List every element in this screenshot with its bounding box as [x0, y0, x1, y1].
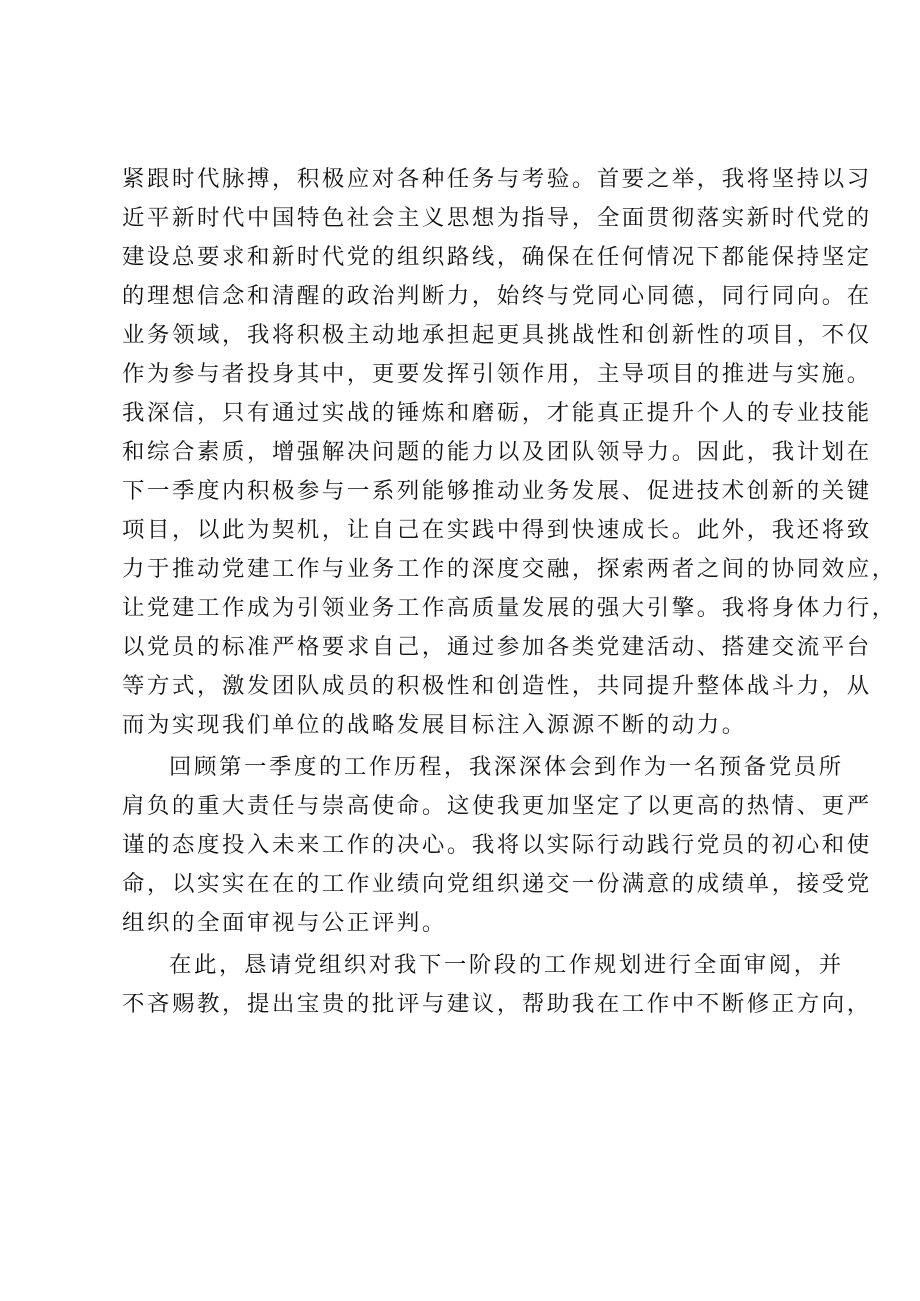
text-line: 不吝赐教，提出宝贵的批评与建议，帮助我在工作中不断修正方向，	[122, 991, 872, 1017]
text-line: 紧跟时代脉搏，积极应对各种任务与考验。首要之举，我将坚持以习	[122, 166, 872, 192]
text-line: 项目，以此为契机，让自己在实践中得到快速成长。此外，我还将致	[122, 517, 872, 543]
paragraph-3	[122, 946, 872, 1024]
text-line: 作为参与者投身其中，更要发挥引领作用，主导项目的推进与实施。	[122, 361, 872, 387]
text-line: 近平新时代中国特色社会主义思想为指导，全面贯彻落实新时代党的	[122, 205, 872, 231]
text-line: 而为实现我们单位的战略发展目标注入源源不断的动力。	[122, 712, 747, 738]
text-line: 业务领域，我将积极主动地承担起更具挑战性和创新性的项目，不仅	[122, 322, 872, 348]
text-line: 回顾第一季度的工作历程，我深深体会到作为一名预备党员所	[169, 754, 844, 780]
text-line: 下一季度内积极参与一系列能够推动业务发展、促进技术创新的关键	[122, 478, 872, 504]
text-line: 组织的全面审视与公正评判。	[122, 910, 447, 936]
text-line: 以党员的标准严格要求自己，通过参加各类党建活动、搭建交流平台	[122, 634, 872, 660]
text-line: 建设总要求和新时代党的组织路线，确保在任何情况下都能保持坚定	[122, 244, 872, 270]
document-body	[122, 160, 897, 1024]
text-line: 和综合素质，增强解决问题的能力以及团队领导力。因此，我计划在	[122, 439, 872, 465]
paragraph-2	[122, 748, 872, 943]
text-line: 我深信，只有通过实战的锤炼和磨砺，才能真正提升个人的专业技能	[122, 400, 872, 426]
text-line: 肩负的重大责任与崇高使命。这使我更加坚定了以更高的热情、更严	[122, 793, 872, 819]
text-line: 让党建工作成为引领业务工作高质量发展的强大引擎。我将身体力行，	[122, 595, 897, 621]
paragraph-1	[122, 160, 897, 745]
text-line: 的理想信念和清醒的政治判断力，始终与党同心同德，同行同向。在	[122, 283, 872, 309]
text-line: 等方式，激发团队成员的积极性和创造性，共同提升整体战斗力，从	[122, 673, 872, 699]
text-line: 谨的态度投入未来工作的决心。我将以实际行动践行党员的初心和使	[122, 832, 872, 858]
text-line: 命，以实实在在的工作业绩向党组织递交一份满意的成绩单，接受党	[122, 871, 872, 897]
text-line: 力于推动党建工作与业务工作的深度交融，探索两者之间的协同效应，	[122, 556, 897, 582]
text-line: 在此，恳请党组织对我下一阶段的工作规划进行全面审阅，并	[169, 952, 844, 978]
